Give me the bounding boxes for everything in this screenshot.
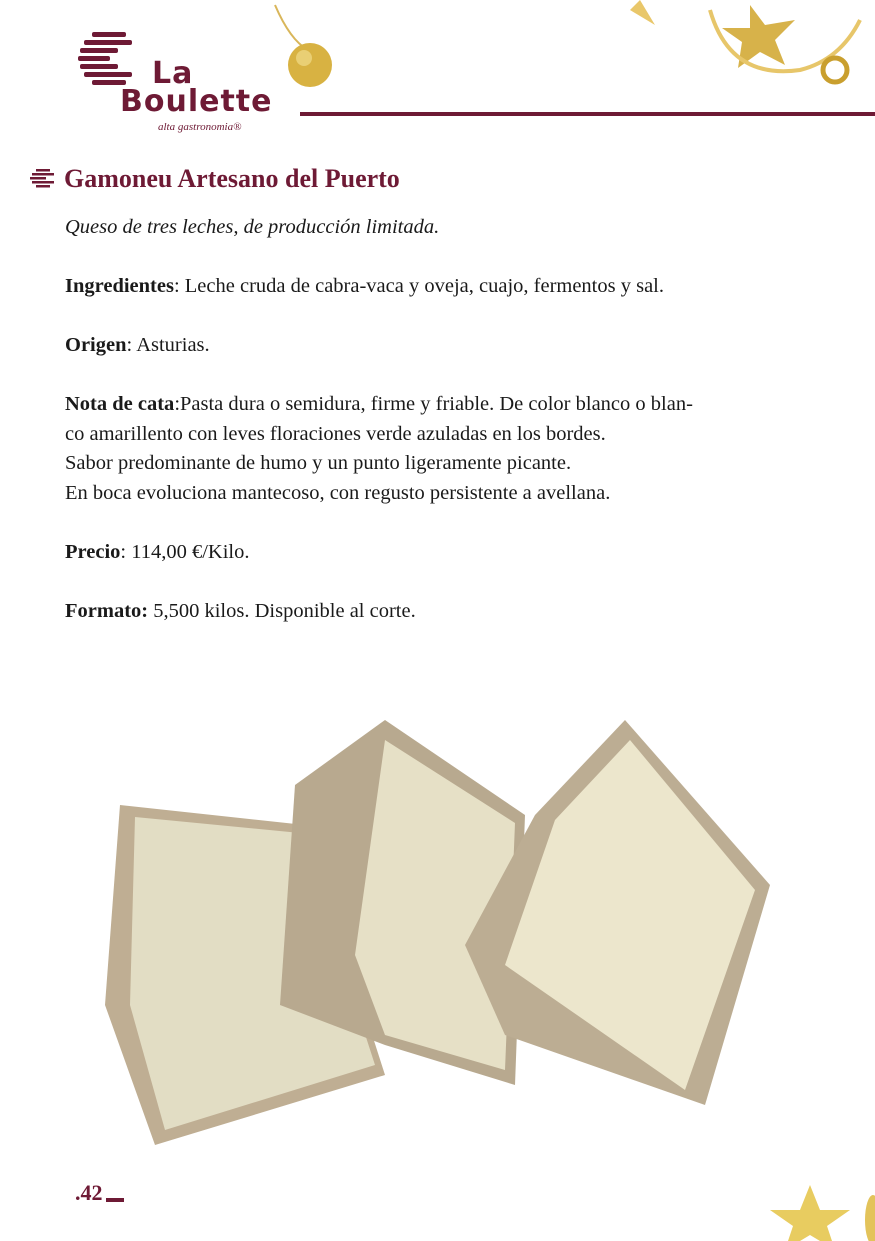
page-number-underscore <box>106 1198 124 1202</box>
brand-logo <box>74 26 294 146</box>
logo-la: La <box>152 56 194 91</box>
bullet-globe-icon <box>30 168 56 190</box>
tasting-label: Nota de cata <box>65 393 175 415</box>
origin-label: Origen <box>65 334 127 356</box>
product-description <box>65 213 825 626</box>
gold-star-decoration <box>765 1180 875 1241</box>
origin-value: : Asturias. <box>126 334 210 356</box>
format-value: 5,500 kilos. Disponible al corte. <box>148 599 416 622</box>
logo-boulette: Boulette <box>120 84 273 119</box>
page-number <box>75 1180 124 1206</box>
ingredients-line <box>65 272 825 302</box>
ingredients-label: Ingredientes <box>65 275 174 297</box>
page-number-text: .42 <box>75 1180 103 1205</box>
tasting-line-4: En boca evoluciona mantecoso, con regusto persistente a avellana. <box>65 481 611 504</box>
product-heading <box>30 164 400 194</box>
header-divider <box>300 112 875 116</box>
cheese-wedges-image <box>85 705 790 1155</box>
tasting-text: :Pasta dura o semidura, firme y friable. De color blanco o blan- <box>174 393 693 415</box>
tasting-line-1 <box>65 390 825 420</box>
origin-line <box>65 331 825 361</box>
price-value: : 114,00 €/Kilo. <box>120 540 250 563</box>
tasting-line-2: co amarillento con leves floraciones verde azuladas en los bordes. <box>65 422 606 445</box>
tasting-line-3: Sabor predominante de humo y un punto ligeramente picante. <box>65 452 572 474</box>
format-line <box>65 597 825 627</box>
product-title: Gamoneu Artesano del Puerto <box>64 164 400 193</box>
price-label: Precio <box>65 540 121 563</box>
gold-stars-ribbon-decoration <box>600 0 875 100</box>
logo-tagline: alta gastronomia® <box>158 121 242 133</box>
price-line <box>65 538 825 568</box>
ingredients-value: : Leche cruda de cabra-vaca y oveja, cuajo, fermentos y sal. <box>173 275 665 297</box>
logo-globe-icon <box>78 30 142 92</box>
format-label: Formato: <box>65 599 149 622</box>
product-subtitle: Queso de tres leches, de producción limitada. <box>65 216 440 238</box>
